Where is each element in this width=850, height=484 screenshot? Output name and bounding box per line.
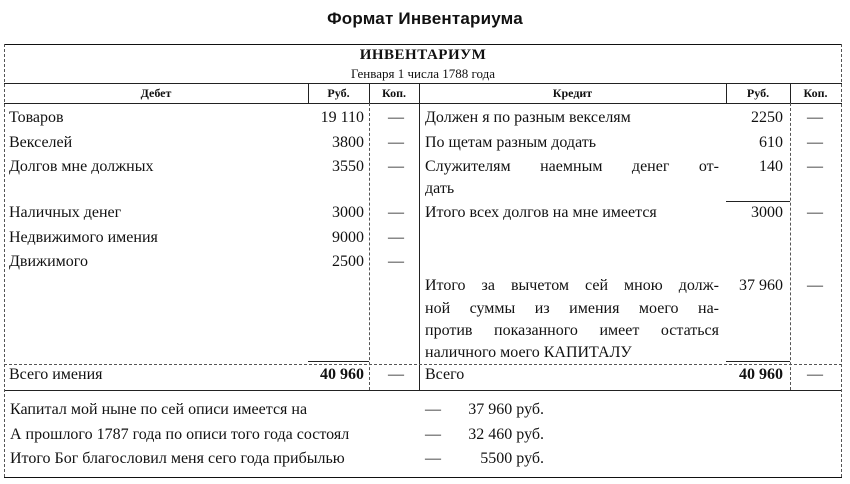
credit-kop-capital: —: [807, 277, 823, 294]
credit-rub-total-debts: 3000: [751, 204, 783, 221]
credit-label-capital-line4: наличного моего КАПИТАЛУ: [425, 344, 632, 361]
debit-label-goods: Товаров: [9, 109, 64, 126]
credit-rub-capital: 37 960: [739, 277, 783, 294]
debit-rub-real-estate: 9000: [332, 229, 364, 246]
credit-total-rub: 40 960: [739, 366, 783, 383]
table-bottom-border: [4, 477, 842, 478]
credit-kop-accounts: —: [807, 134, 823, 151]
debit-kop-goods: —: [388, 109, 404, 126]
col-dash-debit-kop: [369, 103, 370, 390]
totals-divider: [4, 364, 842, 365]
summary-label-capital-now: Капитал мой ныне по сей описи имеется на: [10, 401, 308, 418]
credit-label-accounts: По щетам разным додать: [425, 134, 597, 151]
debit-kop-header: Коп.: [381, 86, 407, 100]
column-header-divider: [4, 103, 842, 104]
debit-header: Дебет: [140, 86, 172, 100]
summary-label-capital-last-year: А прошлого 1787 года по описи того года состоял: [10, 426, 350, 443]
debit-rub-debts-owed: 3550: [332, 158, 364, 175]
summary-label-profit: Итого Бог благословил меня сего года прибылью: [10, 450, 345, 467]
credit-label-servants-line2: дать: [425, 180, 455, 197]
debit-label-real-estate: Недвижимого имения: [9, 229, 158, 246]
debit-rub-bills: 3800: [332, 134, 364, 151]
credit-label-capital-line1: Итого за вычетом сей мною долж-: [425, 277, 719, 294]
page-title: Формат Инвентариума: [327, 9, 523, 28]
summary-divider: [4, 390, 842, 391]
debit-total-rub: 40 960: [320, 366, 364, 383]
header-divider: [4, 83, 842, 84]
credit-rub-bills: 2250: [751, 109, 783, 126]
debit-rub-cash: 3000: [332, 204, 364, 221]
debit-rub-header: Руб.: [327, 86, 350, 100]
summary-dash-capital-last-year: —: [425, 426, 441, 443]
debit-label-bills: Векселей: [9, 134, 73, 151]
debit-total-label: Всего имения: [9, 366, 103, 383]
inventory-date: Генваря 1 числа 1788 года: [350, 66, 495, 81]
credit-label-capital-line3: против показанного имеет остаться: [425, 322, 719, 339]
credit-kop-header: Коп.: [803, 86, 828, 100]
debit-total-kop: —: [388, 366, 404, 383]
debit-rub-goods: 19 110: [320, 109, 364, 126]
credit-total-line: [726, 361, 790, 362]
credit-label-total-debts: Итого всех долгов на мне имеется: [425, 204, 657, 221]
credit-kop-total-debts: —: [807, 204, 823, 221]
credit-rub-accounts: 610: [759, 134, 783, 151]
credit-rub-header: Руб.: [746, 86, 770, 100]
credit-label-bills: Должен я по разным векселям: [425, 109, 631, 126]
debit-kop-cash: —: [388, 204, 404, 221]
credit-header: Кредит: [552, 86, 593, 100]
credit-label-capital-line2: ной суммы из имения моего на-: [425, 300, 719, 317]
credit-kop-bills: —: [807, 109, 823, 126]
left-border: [4, 44, 5, 477]
credit-total-label: Всего: [425, 366, 465, 383]
col-line-middle: [419, 83, 420, 390]
credit-total-kop: —: [807, 366, 823, 383]
credit-label-servants-line1: Служителям наемным денег от-: [425, 158, 719, 175]
credit-rub-servants: 140: [759, 158, 783, 175]
right-border: [841, 44, 842, 477]
debit-kop-debts-owed: —: [388, 158, 404, 175]
credit-subtotal-line: [726, 201, 790, 202]
debit-label-debts-owed: Долгов мне должных: [9, 158, 154, 175]
col-dash-credit-kop: [790, 103, 791, 390]
debit-total-line: [308, 361, 369, 362]
summary-dash-capital-now: —: [425, 401, 441, 418]
summary-value-capital-last-year: 32 460 руб.: [468, 426, 544, 443]
debit-kop-bills: —: [388, 134, 404, 151]
debit-kop-real-estate: —: [388, 229, 404, 246]
debit-label-cash: Наличных денег: [9, 204, 122, 221]
credit-kop-servants: —: [807, 158, 823, 175]
table-top-border: [4, 44, 842, 45]
summary-value-profit: 5500 руб.: [480, 450, 544, 467]
debit-label-movable: Движимого: [9, 253, 88, 270]
debit-rub-movable: 2500: [332, 253, 364, 270]
inventory-title: ИНВЕНТАРИУМ: [359, 47, 487, 63]
summary-value-capital-now: 37 960 руб.: [468, 401, 544, 418]
debit-kop-movable: —: [388, 253, 404, 270]
summary-dash-profit: —: [425, 450, 441, 467]
